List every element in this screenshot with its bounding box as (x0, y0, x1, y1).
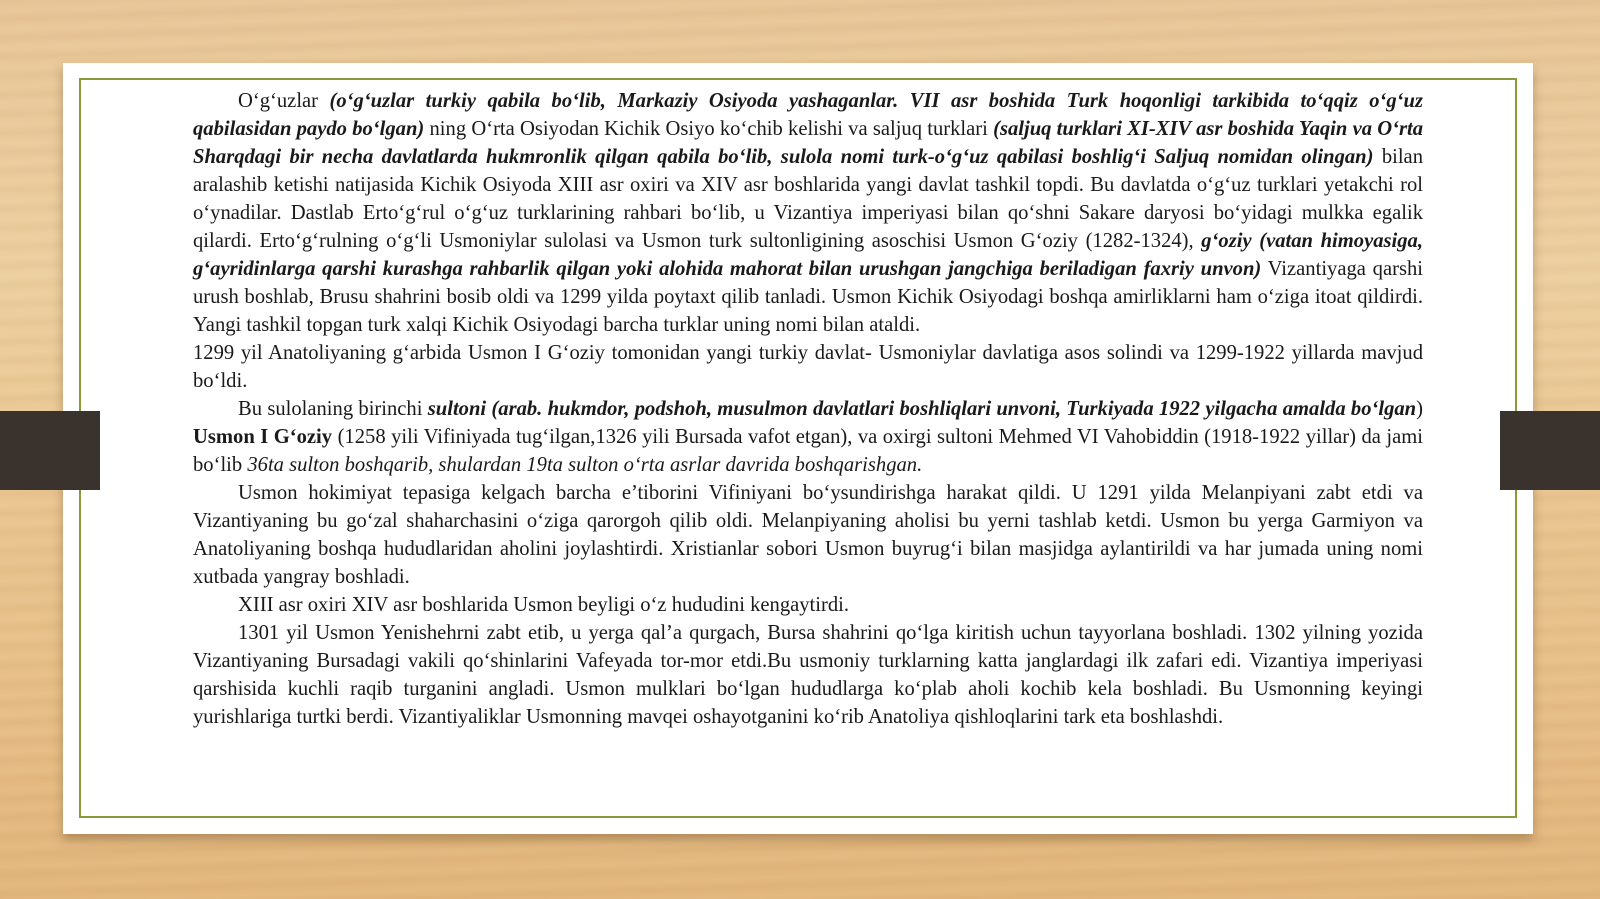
paragraph-1299: 1299 yil Anatoliyaning g‘arbida Usmon I G‘oziy tomonidan yangi turkiy davlat- Usmoniylar davlatiga asos solindi va 1299-1922 yillarda mavjud bo‘ldi. (193, 342, 1423, 392)
p3-text-a: Bu sulolaning birinchi (238, 398, 428, 420)
left-dark-tab (0, 411, 100, 490)
right-dark-tab (1500, 411, 1600, 490)
p1-note-saljuq: (saljuq turklari XI-XIV asr boshida Yaqin va O‘rta Sharqdagi bir necha davlatlarda hukmronlik qilgan qabila bo‘lib, sulola nomi turk-o‘g‘uz qabilasi boshlig‘i Saljuq nomidan olingan) (193, 118, 1423, 168)
paragraph-1301: 1301 yil Usmon Yenishehrni zabt etib, u yerga qal’a qurgach, Bursa shahrini qo‘lga kiritish uchun tayyorlana boshladi. 1302 yilning yozida Vizantiyaning Bursadagi vakili qo‘shinlarini Vafeyada tor-mor etdi.Bu usmoniy turklarning katta janglardagi ilk zafari edi. Vizantiya imperiyasi qarshisida kuchli raqib turganini angladi. Usmon mulklari bo‘lgan hududlarga ko‘plab aholi kochib kela boshladi. Bu Usmonning keyingi yurishlariga turtki berdi. Vizantiyaliklar Usmonning mavqei oshayotganini ko‘rib Anatoliya qishloqlarini tark eta boshlashdi. (193, 622, 1423, 728)
p1-text-e: bilan aralashib ketishi natijasida Kichik Osiyoda XIII asr oxiri va XIV asr boshlarida yangi davlat tashkil topdi. Bu davlatda o‘g‘uz turklari yetakchi rol o‘ynadilar. Dastlab Erto‘g‘rul o‘g‘uz turklarining rahbari bo‘lib, u Vizantiya imperiyasi bilan qo‘shni Sakare daryosi bo‘yidagi mulkka egalik qilardi. Erto‘g‘rulning o‘g‘li Usmoniylar sulolasi va Usmon turk sultonligining asoschisi Usmon G‘oziy (1282-1324), (193, 146, 1423, 252)
paragraph-oguzlar (193, 87, 1423, 339)
p1-note-oguzlar: (o‘g‘uzlar turkiy qabila bo‘lib, Markaziy Osiyoda yashaganlar. VII asr boshida Turk hoqonligi tarkibida to‘qqiz o‘g‘uz qabilasidan paydo bo‘lgan) (193, 90, 1423, 140)
p1-text-g: Vizantiyaga qarshi urush boshlab, Brusu shahrini bosib oldi va 1299 yilda poytaxt qilib tanladi. Usmon Kichik Osiyodagi boshqa amirliklarni ham o‘ziga itoat qildirdi. Yangi tashkil topgan turk xalqi Kichik Osiyodagi barcha turklar uning nomi bilan ataldi. (193, 258, 1423, 336)
p1-note-goziy: g‘oziy (vatan himoyasiga, g‘ayridinlarga qarshi kurashga rahbarlik qilgan yoki alohida mahorat bilan urushgan jangchiga beriladigan faxriy unvon) (193, 230, 1423, 280)
paragraph-sulola (193, 395, 1423, 479)
p1-text-c: ning O‘rta Osiyodan Kichik Osiyo ko‘chib kelishi va saljuq turklari (424, 118, 994, 140)
p3-italic-tail: 36ta sulton boshqarib, shulardan 19ta sulton o‘rta asrlar davrida boshqarishgan. (247, 454, 923, 476)
p3-usmon-name: Usmon I G‘oziy (193, 426, 333, 448)
p3-text-e: (1258 yili Vifiniyada tug‘ilgan,1326 yili Bursada vafot etgan), va oxirgi sultoni Mehmed VI Vahobiddin (1918-1922 yillar) da jami bo‘lib (193, 426, 1424, 476)
paragraph-xiii-asr: XIII asr oxiri XIV asr boshlarida Usmon beyligi o‘z hududini kengaytirdi. (238, 594, 850, 616)
p3-text-c: ) (1416, 398, 1423, 420)
p3-note-sultoni: sultoni (arab. hukmdor, podshoh, musulmon davlatlari boshliqlari unvoni, Turkiyada 1922 yilgacha amalda bo‘lgan (427, 398, 1417, 420)
document-text (193, 87, 1423, 731)
paragraph-hokimiyat: Usmon hokimiyat tepasiga kelgach barcha e’tiborini Vifiniyani bo‘ysundirishga harakat qildi. U 1291 yilda Melanpiyani zabt etdi va Vizantiyaning bu go‘zal shaharchasini o‘ziga qarorgoh qilib oldi. Melanpiyaning aholisi bu yerni tashlab ketdi. Usmon bu yerga Garmiyon va Anatoliyaning boshqa hududlaridan aholini joylashtirdi. Xristianlar sobori Usmon buyrug‘i bilan masjidga aylantirildi va har jumada uning nomi xutbada yangray boshladi. (193, 482, 1423, 588)
p1-text-a: O‘g‘uzlar (238, 90, 330, 112)
